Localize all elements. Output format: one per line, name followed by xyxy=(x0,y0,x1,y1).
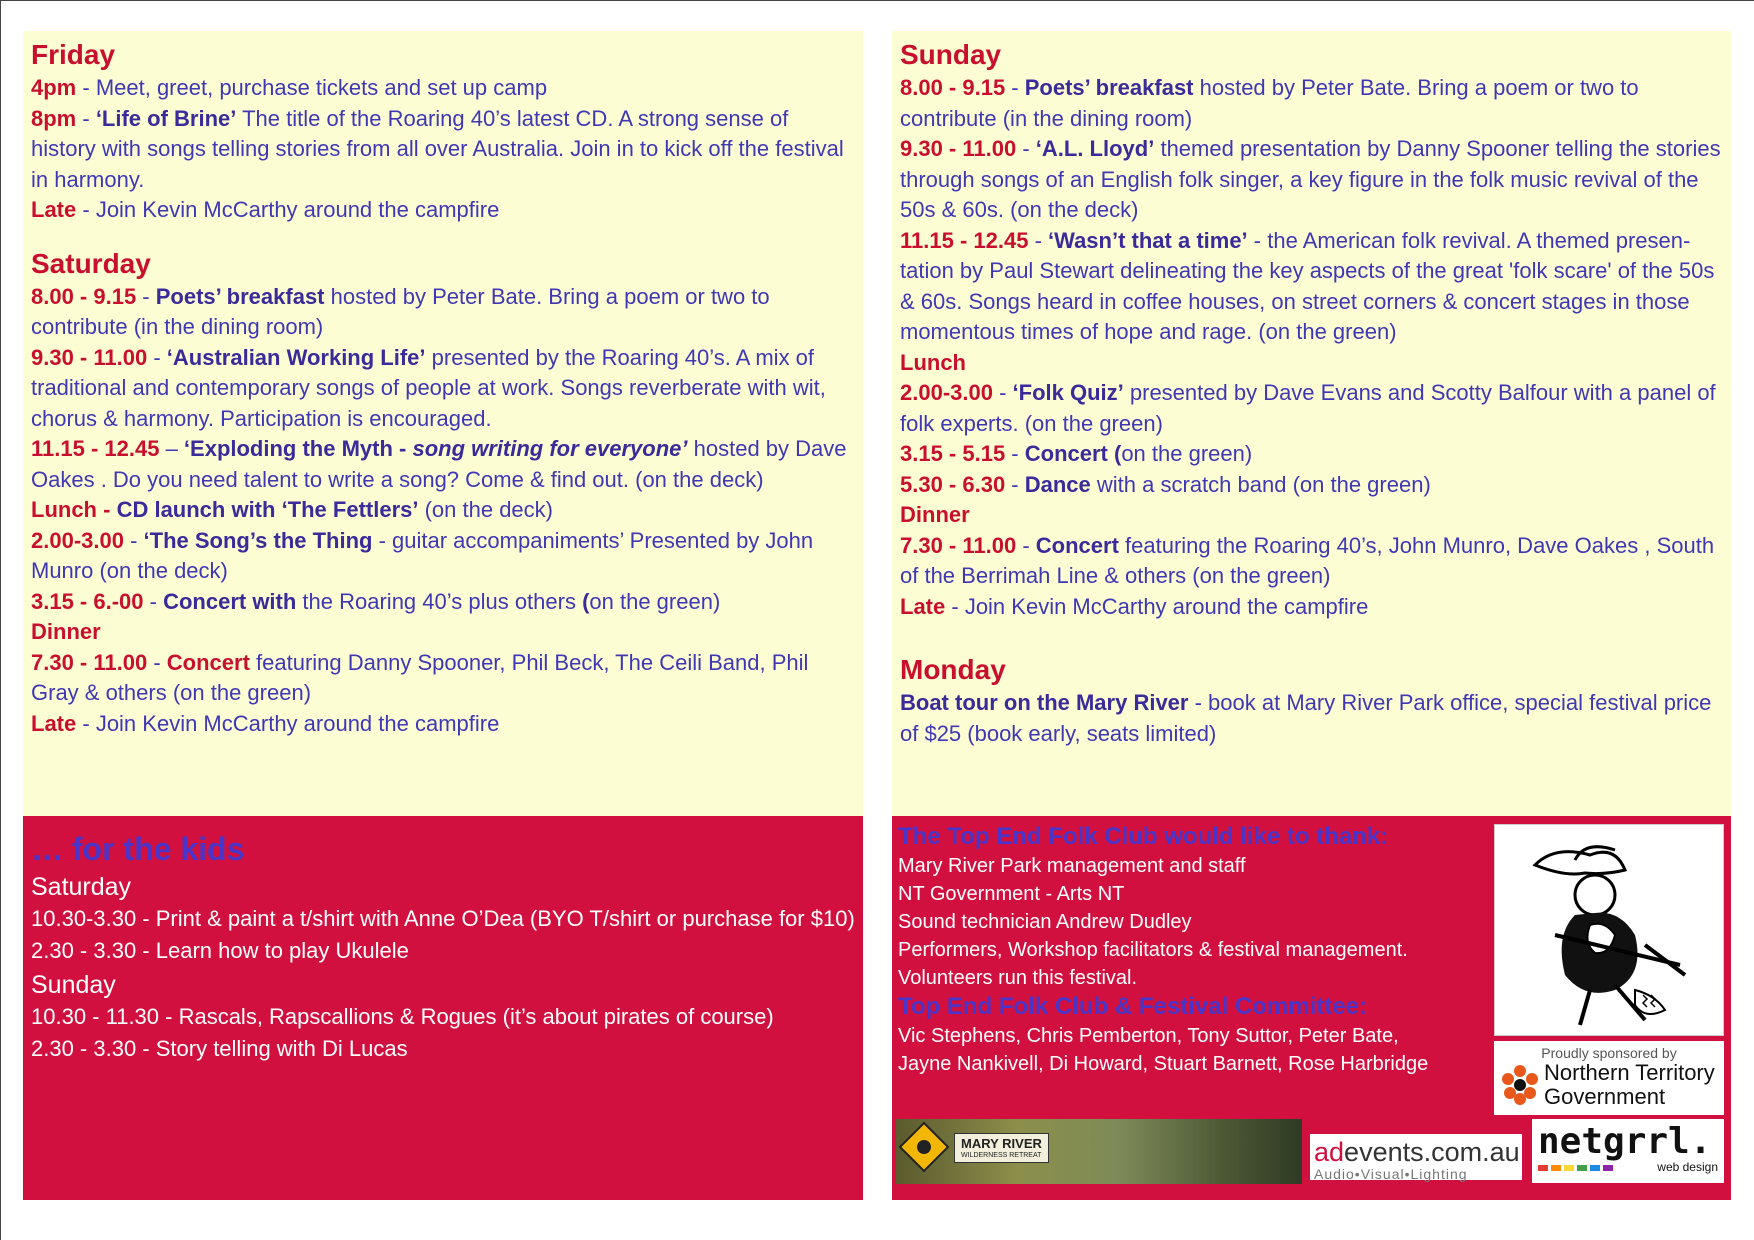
nt-sponsor-text: Proudly sponsored by xyxy=(1541,1045,1677,1061)
netgrrl-name: netgrrl. xyxy=(1538,1121,1712,1162)
sunday-entry-10: Late - Join Kevin McCarthy around the campfire xyxy=(900,593,1369,619)
monday-heading: Monday xyxy=(900,654,1006,685)
saturday-entry-9: Late - Join Kevin McCarthy around the campfire xyxy=(31,710,500,736)
nt-flower-icon xyxy=(1500,1063,1540,1107)
adevents-subtitle: Audio•Visual•Lighting xyxy=(1314,1166,1468,1182)
netgrrl-color-bar xyxy=(1538,1165,1613,1171)
sunday-entry-2: 9.30 - 11.00 - ‘A.L. Lloyd’ themed presentation by Danny Spooner telling the stories through songs of an English folk singer, a key figure in the folk music revival of the 50s & 60s. (on the deck) xyxy=(900,136,1721,222)
thanks-item: NT Government - Arts NT xyxy=(898,883,1125,905)
saturday-entry-2: 9.30 - 11.00 - ‘Australian Working Life’ presented by the Roaring 40’s. A mix of traditional and contemporary songs of people at work. Songs reverberate with wit, chorus & harmony. Participation is encouraged. xyxy=(31,344,826,431)
kids-sunday-label: Sunday xyxy=(31,971,116,999)
committee-line: Vic Stephens, Chris Pemberton, Tony Suttor, Peter Bate, xyxy=(898,1025,1399,1047)
thanks-item: Performers, Workshop facilitators & festival management. xyxy=(898,939,1408,961)
sunday-heading: Sunday xyxy=(900,39,1002,70)
friday-entry-3: Late - Join Kevin McCarthy around the campfire xyxy=(31,197,500,222)
folk-musician-illustration-icon xyxy=(1495,825,1723,1035)
road-sign-icon xyxy=(898,1121,950,1181)
sunday-entry-4: Lunch xyxy=(900,349,966,375)
thanks-item: Volunteers run this festival. xyxy=(898,967,1138,989)
folk-club-logo xyxy=(1494,824,1724,1036)
thanks-panel xyxy=(892,816,1731,1200)
saturday-entry-8: 7.30 - 11.00 - Concert featuring Danny Spooner, Phil Beck, The Ceili Band, Phil Gray & others (on the green) xyxy=(31,649,809,705)
kids-sunday-item-1: 10.30 - 11.30 - Rascals, Rapscallions & Rogues (it’s about pirates of course) xyxy=(31,1004,774,1029)
saturday-entry-4: Lunch - CD launch with ‘The Fettlers’ (on the deck) xyxy=(31,497,553,522)
friday-saturday-panel xyxy=(23,31,863,816)
saturday-heading: Saturday xyxy=(31,247,151,279)
thanks-item: Mary River Park management and staff xyxy=(898,855,1246,877)
kids-heading: … for the kids xyxy=(31,831,245,867)
mary-river-subtitle: WILDERNESS RETREAT xyxy=(961,1152,1042,1159)
sunday-entry-7: 5.30 - 6.30 - Dance with a scratch band (on the green) xyxy=(900,471,1431,497)
sunday-monday-panel xyxy=(892,31,1731,816)
kids-panel xyxy=(23,816,863,1200)
netgrrl-logo xyxy=(1532,1119,1724,1183)
saturday-entry-7: Dinner xyxy=(31,619,101,644)
friday-heading: Friday xyxy=(31,39,116,70)
monday-entry: Boat tour on the Mary River - book at Mary River Park office, special festival price of $25 (book early, seats limited) xyxy=(900,690,1712,746)
saturday-entry-1: 8.00 - 9.15 - Poets’ breakfast hosted by Peter Bate. Bring a poem or two to contribute (in the dining room) xyxy=(31,283,770,339)
saturday-entry-3: 11.15 - 12.45 – ‘Exploding the Myth - song writing for everyone’ hosted by Dave Oakes . Do you need talent to write a song? Come & find out. (on the deck) xyxy=(31,436,847,492)
mary-river-sign xyxy=(954,1133,1049,1163)
committee-line: Jayne Nankivell, Di Howard, Stuart Barnett, Rose Harbridge xyxy=(898,1053,1429,1075)
sunday-entry-8: Dinner xyxy=(900,502,970,527)
sunday-entry-3: 11.15 - 12.45 - ‘Wasn’t that a time’ - the American folk revival. A themed presen-tation by Paul Stewart delineating the key aspects of the great 'folk scare' of the 50s & 60s. Songs heard in coffee houses, on street corners & concert stages in those momentous times of hope and rage. (on the green) xyxy=(900,227,1715,344)
kids-saturday-label: Saturday xyxy=(31,873,132,901)
mary-river-logo xyxy=(896,1119,1302,1184)
thanks-item: Sound technician Andrew Dudley xyxy=(898,911,1192,933)
sunday-entry-9: 7.30 - 11.00 - Concert featuring the Roaring 40’s, John Munro, Dave Oakes , South of the Berrimah Line & others (on the green) xyxy=(900,532,1715,588)
adevents-name: adevents.com.au xyxy=(1314,1137,1520,1167)
friday-entry-2: 8pm - ‘Life of Brine’ The title of the Roaring 40’s latest CD. A strong sense of history with songs telling stories from all over Australia. Join in to kick off the festival in harmony. xyxy=(31,105,844,192)
sunday-entry-6: 3.15 - 5.15 - Concert (on the green) xyxy=(900,441,1253,466)
page-border-left xyxy=(0,0,1,1240)
thanks-block xyxy=(898,822,1478,1078)
sunday-entry-5: 2.00-3.00 - ‘Folk Quiz’ presented by Dave Evans and Scotty Balfour with a panel of folk experts. (on the green) xyxy=(900,380,1716,436)
page-border-top xyxy=(0,0,1754,1)
committee-heading: Top End Folk Club & Festival Committee: xyxy=(898,993,1367,1020)
thanks-heading: The Top End Folk Club would like to thank: xyxy=(898,823,1389,850)
saturday-entry-5: 2.00-3.00 - ‘The Song’s the Thing - guitar accompaniments’ Presented by John Munro (on the deck) xyxy=(31,527,814,583)
sunday-entry-1: 8.00 - 9.15 - Poets’ breakfast hosted by Peter Bate. Bring a poem or two to contribute (in the dining room) xyxy=(900,75,1639,131)
friday-entry-1: 4pm - Meet, greet, purchase tickets and set up camp xyxy=(31,75,548,100)
nt-government-logo xyxy=(1494,1041,1724,1115)
saturday-entry-6: 3.15 - 6.-00 - Concert with the Roaring 40’s plus others (on the green) xyxy=(31,588,721,614)
adevents-logo xyxy=(1310,1134,1522,1180)
mary-river-name: MARY RIVER xyxy=(961,1136,1042,1151)
netgrrl-subtitle: web design xyxy=(1657,1160,1718,1174)
kids-saturday-item-1: 10.30-3.30 - Print & paint a t/shirt with Anne O’Dea (BYO T/shirt or purchase for $10) xyxy=(31,906,855,931)
nt-name-line-1: Northern Territory xyxy=(1544,1060,1715,1085)
kids-saturday-item-2: 2.30 - 3.30 - Learn how to play Ukulele xyxy=(31,938,409,963)
kids-sunday-item-2: 2.30 - 3.30 - Story telling with Di Lucas xyxy=(31,1036,408,1061)
nt-name-line-2: Government xyxy=(1544,1084,1666,1109)
